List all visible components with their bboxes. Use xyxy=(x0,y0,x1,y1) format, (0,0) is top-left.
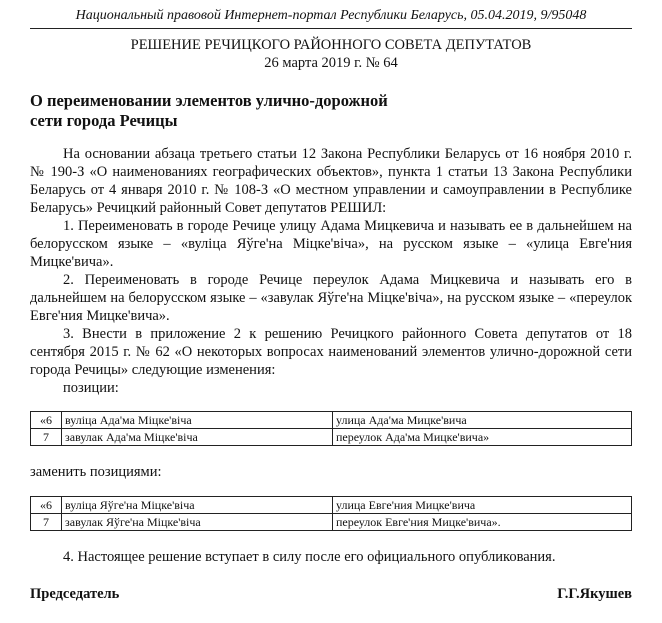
new-positions-table xyxy=(30,496,632,531)
positions-label: позиции: xyxy=(63,380,119,396)
russian-name-cell: переулок Ада'ма Мицке'вича» xyxy=(333,429,632,446)
heading-line-2: сети города Речицы xyxy=(30,111,178,130)
signatory-title: Председатель xyxy=(30,586,120,602)
table-row xyxy=(31,514,632,531)
belarusian-name-cell: вуліца Ада'ма Міцке'віча xyxy=(62,412,333,429)
portal-header: Национальный правовой Интернет-портал Республики Беларусь, 05.04.2019, 9/95048 xyxy=(75,8,587,23)
position-number-cell: «6 xyxy=(31,497,62,514)
replace-positions-label: заменить позициями: xyxy=(30,464,162,480)
clause-2-paragraph: 2. Переименовать в городе Речице переулок Адама Мицкевича и называть его в дальнейшем на белорусском языке – «завулак Яўге'на Міцке'віча», на русском языке – «переулок Евге'ния Мицке'вича». xyxy=(30,272,632,324)
table-row xyxy=(31,429,632,446)
clause-1-paragraph: 1. Переименовать в городе Речице улицу Адама Мицкевича и называть ее в дальнейшем на белорусском языке – «вуліца Яўге'на Міцке'віча», на русском языке – «улица Евге'ния Мицке'вича». xyxy=(30,218,632,270)
document-body xyxy=(30,145,632,397)
russian-name-cell: улица Евге'ния Мицке'вича xyxy=(333,497,632,514)
table-row xyxy=(31,412,632,429)
table-row xyxy=(31,497,632,514)
belarusian-name-cell: завулак Ада'ма Міцке'віча xyxy=(62,429,333,446)
issuer-title: РЕШЕНИЕ РЕЧИЦКОГО РАЙОННОГО СОВЕТА ДЕПУТАТОВ xyxy=(130,37,532,53)
position-number-cell: «6 xyxy=(31,412,62,429)
old-positions-table xyxy=(30,411,632,446)
belarusian-name-cell: вуліца Яўге'на Міцке'віча xyxy=(62,497,333,514)
document-date-number: 26 марта 2019 г. № 64 xyxy=(264,55,398,71)
signatory-name: Г.Г.Якушев xyxy=(557,586,632,602)
header-divider xyxy=(30,28,632,29)
preamble-paragraph: На основании абзаца третьего статьи 12 Закона Республики Беларусь от 16 ноября 2010 г. № 190-З «О наименованиях географических объектов», пункта 1 статьи 13 Закона Республики Беларусь от 4 января 2010 г. № 108-З «О местном управлении и самоуправлении в Республике Беларусь» Речицкий районный Совет депутатов РЕШИЛ: xyxy=(30,146,632,216)
position-number-cell: 7 xyxy=(31,429,62,446)
belarusian-name-cell: завулак Яўге'на Міцке'віча xyxy=(62,514,333,531)
clause-4-paragraph: 4. Настоящее решение вступает в силу после его официального опубликования. xyxy=(63,549,556,565)
clause-3-paragraph: 3. Внести в приложение 2 к решению Речицкого районного Совета депутатов от 18 сентября 2015 г. № 62 «О некоторых вопросах наименований элементов улично-дорожной сети города Речицы» следующие изменения: xyxy=(30,326,632,378)
russian-name-cell: переулок Евге'ния Мицке'вича». xyxy=(333,514,632,531)
document-heading xyxy=(30,91,632,131)
position-number-cell: 7 xyxy=(31,514,62,531)
heading-line-1: О переименовании элементов улично-дорожной xyxy=(30,91,388,110)
russian-name-cell: улица Ада'ма Мицке'вича xyxy=(333,412,632,429)
